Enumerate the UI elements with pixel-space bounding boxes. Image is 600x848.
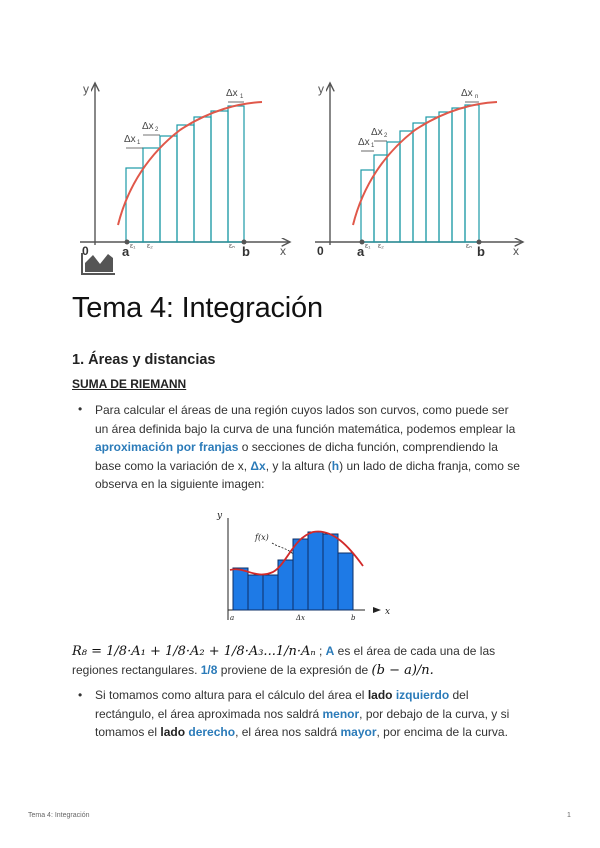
svg-text:Δx: Δx xyxy=(371,127,383,138)
bullet-dot: • xyxy=(78,402,83,416)
subsection-heading: SUMA DE RIEMANN xyxy=(72,377,187,391)
origin-label: 0 xyxy=(82,244,89,258)
svg-text:ε₁: ε₁ xyxy=(365,243,371,250)
section-heading: 1. Áreas y distancias xyxy=(72,352,216,368)
svg-text:x: x xyxy=(513,244,519,258)
svg-text:εₙ: εₙ xyxy=(466,243,472,250)
svg-text:Δx: Δx xyxy=(296,614,306,622)
bullet-dot: • xyxy=(78,688,83,702)
x-label: x xyxy=(280,244,286,258)
page-title: Tema 4: Integración xyxy=(72,292,323,324)
y-label: y xyxy=(83,82,89,96)
svg-text:ε₁: ε₁ xyxy=(130,243,136,250)
svg-text:2: 2 xyxy=(155,127,159,133)
svg-text:2: 2 xyxy=(384,133,388,139)
formula-paragraph: R₈ = 1/8·A₁ + 1/8·A₂ + 1/8·A₃...1/n·Aₙ ; A es el área de cada una de las regiones rectangulares. 1/8 proviene de la expresión de (b − a)/n. xyxy=(72,644,496,678)
a-label: a xyxy=(122,244,130,259)
svg-text:y: y xyxy=(318,82,324,96)
svg-text:1: 1 xyxy=(240,94,244,100)
svg-text:b: b xyxy=(477,244,485,259)
svg-text:x: x xyxy=(385,607,391,617)
svg-text:Δx: Δx xyxy=(124,134,136,145)
svg-text:1: 1 xyxy=(137,140,141,146)
svg-text:b: b xyxy=(351,614,356,622)
footer-left: Tema 4: Integración xyxy=(28,812,90,819)
riemann-right-figure xyxy=(295,75,535,265)
svg-text:εₙ: εₙ xyxy=(229,243,235,250)
svg-text:y: y xyxy=(217,511,223,521)
bullet-2-text: Si tomamos como altura para el cálculo del área el lado izquierdo del rectángulo, el área aproximada nos saldrá menor, por debajo de la curva, y si tomamos el lado derecho, el área nos saldrá mayor, por encima de la curva. xyxy=(95,688,510,740)
svg-text:a: a xyxy=(357,244,365,259)
riemann-left-figure xyxy=(60,75,300,280)
svg-text:1: 1 xyxy=(371,143,375,149)
bars xyxy=(233,532,353,610)
svg-text:Δx: Δx xyxy=(142,121,154,132)
svg-text:Δx: Δx xyxy=(358,137,370,148)
b-label: b xyxy=(242,244,250,259)
riemann-bars-figure xyxy=(205,508,400,628)
svg-text:ε₂: ε₂ xyxy=(147,243,153,250)
svg-text:ε₂: ε₂ xyxy=(378,243,384,250)
riemann-formula: R₈ = 1/8·A₁ + 1/8·A₂ + 1/8·A₃...1/n·Aₙ xyxy=(72,644,316,659)
function-curve xyxy=(118,102,262,225)
svg-text:a: a xyxy=(230,614,235,622)
bullet-1-text: Para calcular el áreas de una región cuyos lados son curvos, como puede ser un área definida bajo la curva de una función matemática, podemos emplear la aproximación por franjas o secciones de dicha función, comprendiendo la base como la variación de x, Δx, y la altura (h) un lado de dicha franja, como se observa en la siguiente imagen: xyxy=(95,403,520,492)
svg-text:0: 0 xyxy=(317,244,324,258)
page-number: 1 xyxy=(567,812,571,819)
svg-text:Δx: Δx xyxy=(461,88,473,99)
svg-text:Δx: Δx xyxy=(226,88,238,99)
svg-text:f(x): f(x) xyxy=(255,533,269,542)
svg-text:n: n xyxy=(475,94,479,100)
